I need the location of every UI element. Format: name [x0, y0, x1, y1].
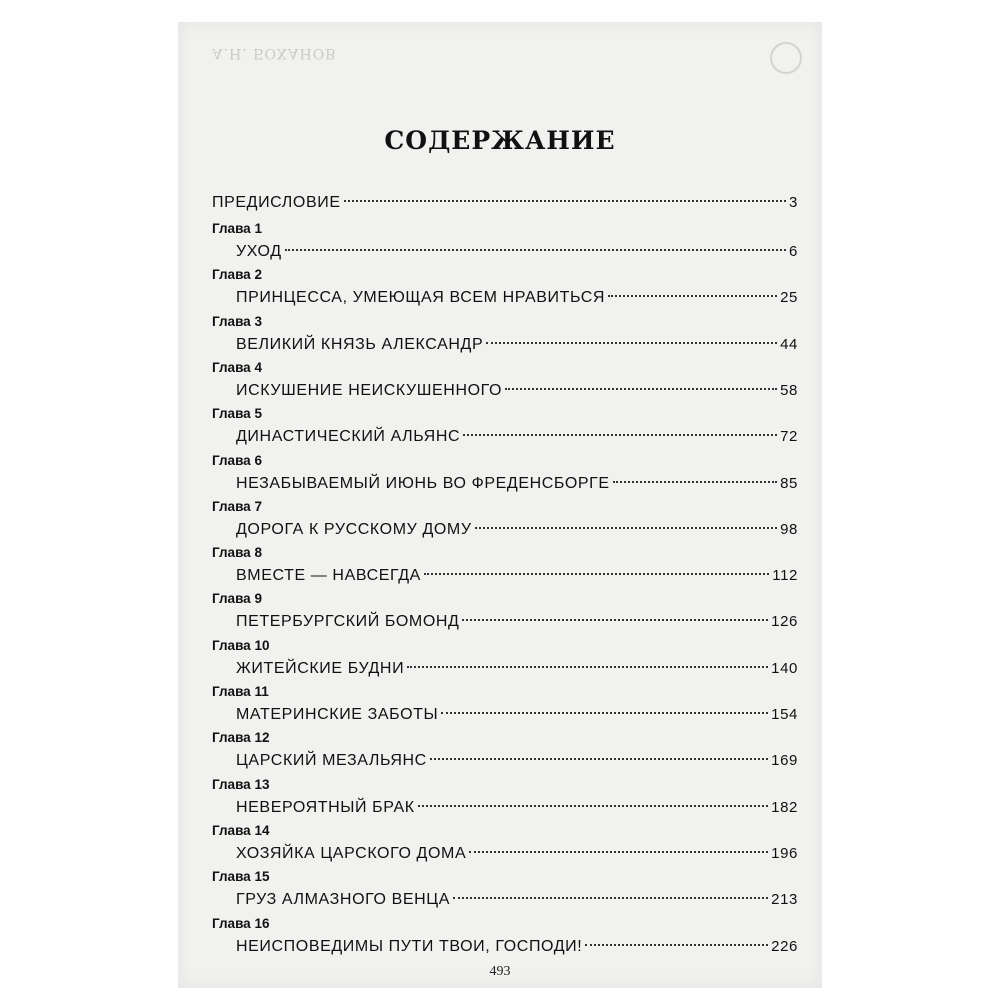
- chapter-title: ГРУЗ АЛМАЗНОГО ВЕНЦА: [236, 891, 450, 909]
- chapter-title: ХОЗЯЙКА ЦАРСКОГО ДОМА: [236, 844, 467, 862]
- toc-row: [212, 238, 798, 266]
- toc-row: [212, 655, 798, 683]
- toc-entry-chapter: [212, 683, 798, 729]
- toc-row: [212, 840, 798, 868]
- dot-leader: [418, 805, 769, 807]
- dot-leader: [430, 758, 768, 760]
- bleed-through-logo-icon: [770, 42, 802, 74]
- chapter-label: Глава 13: [212, 776, 270, 792]
- dot-leader: [453, 897, 768, 899]
- chapter-page: 196: [771, 844, 798, 862]
- chapter-title: МАТЕРИНСКИЕ ЗАБОТЫ: [236, 706, 439, 723]
- chapter-page: 85: [780, 474, 798, 492]
- dot-leader: [613, 481, 777, 483]
- toc-entry-chapter: [212, 452, 798, 498]
- chapter-label: Глава 10: [212, 637, 270, 653]
- toc-row: [212, 701, 798, 729]
- chapter-page: 72: [780, 428, 798, 446]
- toc-row: [212, 331, 798, 359]
- toc-row: [212, 423, 798, 451]
- chapter-page: 226: [771, 937, 798, 955]
- chapter-page: 169: [771, 752, 798, 770]
- book-page: [178, 22, 822, 988]
- chapter-page: 182: [771, 798, 798, 816]
- chapter-page: 213: [771, 891, 798, 909]
- toc-row: [212, 470, 798, 498]
- toc-row: [212, 747, 798, 775]
- toc-entry-chapter: [212, 266, 798, 312]
- chapter-title: НЕЗАБЫВАЕМЫЙ ИЮНЬ ВО ФРЕДЕНСБОРГЕ: [236, 474, 610, 492]
- toc-entry-chapter: [212, 498, 798, 544]
- toc-row: [212, 284, 798, 312]
- dot-leader: [285, 249, 786, 251]
- chapter-page: 44: [780, 335, 798, 353]
- chapter-page: 58: [780, 381, 798, 399]
- entry-page: 3: [789, 194, 798, 211]
- chapter-title: ПЕТЕРБУРГСКИЙ БОМОНД: [236, 613, 460, 631]
- chapter-label: Глава 2: [212, 267, 262, 283]
- chapter-title: НЕИСПОВЕДИМЫ ПУТИ ТВОИ, ГОСПОДИ!: [236, 937, 583, 955]
- dot-leader: [505, 388, 777, 390]
- chapter-page: 154: [771, 706, 798, 723]
- dot-leader: [462, 619, 768, 621]
- chapter-title: ЖИТЕЙСКИЕ БУДНИ: [236, 659, 405, 677]
- chapter-label: Глава 5: [212, 406, 262, 422]
- toc-entry-chapter: [212, 405, 798, 451]
- toc-entry-chapter: [212, 313, 798, 359]
- chapter-title: ПРИНЦЕССА, УМЕЮЩАЯ ВСЕМ НРАВИТЬСЯ: [236, 289, 606, 307]
- chapter-label: Глава 7: [212, 498, 262, 514]
- page-number: 493: [489, 964, 511, 979]
- toc-entry-chapter: [212, 729, 798, 775]
- chapter-title: НЕВЕРОЯТНЫЙ БРАК: [236, 798, 415, 816]
- chapter-label: Глава 15: [212, 869, 270, 885]
- chapter-label: Глава 16: [212, 915, 270, 931]
- toc-entry-chapter: [212, 822, 798, 868]
- bleed-through-header: А.Н. БОХАНОВ: [212, 45, 337, 61]
- chapter-title: ИСКУШЕНИЕ НЕИСКУШЕННОГО: [236, 381, 503, 399]
- chapter-page: 98: [780, 520, 798, 538]
- chapter-label: Глава 6: [212, 452, 262, 468]
- dot-leader: [463, 434, 777, 436]
- chapter-label: Глава 11: [212, 684, 269, 699]
- toc-row: [212, 377, 798, 405]
- chapter-page: 6: [789, 243, 798, 260]
- toc-entry-chapter: [212, 220, 798, 266]
- entry-title: ПРЕДИСЛОВИЕ: [212, 194, 341, 211]
- toc-entry-chapter: [212, 637, 798, 683]
- toc-row: [212, 562, 798, 590]
- dot-leader: [441, 712, 768, 714]
- toc-row: [212, 189, 798, 217]
- toc-entry-chapter: [212, 776, 798, 822]
- chapter-title: ДОРОГА К РУССКОМУ ДОМУ: [236, 520, 472, 538]
- chapter-label: Глава 8: [212, 545, 262, 561]
- toc-entry-chapter: [212, 590, 798, 636]
- chapter-page: 126: [771, 613, 798, 631]
- dot-leader: [475, 527, 777, 529]
- chapter-page: 25: [780, 289, 798, 307]
- toc-row: [212, 608, 798, 636]
- toc-entry-chapter: [212, 915, 798, 961]
- toc-entry-chapter: [212, 868, 798, 914]
- chapter-label: Глава 3: [212, 313, 262, 329]
- dot-leader: [585, 944, 768, 946]
- toc-row: [212, 886, 798, 914]
- chapter-label: Глава 4: [212, 359, 262, 375]
- chapter-title: ВМЕСТЕ — НАВСЕГДА: [236, 567, 421, 585]
- toc-row: [212, 794, 798, 822]
- dot-leader: [469, 851, 768, 853]
- toc-entry-preface: [212, 189, 798, 217]
- chapter-label: Глава 12: [212, 730, 270, 746]
- chapter-label: Глава 1: [212, 221, 262, 236]
- dot-leader: [344, 200, 786, 202]
- dot-leader: [407, 666, 768, 668]
- chapter-title: ДИНАСТИЧЕСКИЙ АЛЬЯНС: [236, 428, 461, 446]
- chapter-label: Глава 14: [212, 822, 270, 838]
- chapter-title: ЦАРСКИЙ МЕЗАЛЬЯНС: [236, 752, 427, 770]
- dot-leader: [424, 573, 769, 575]
- dot-leader: [608, 295, 777, 297]
- chapter-page: 140: [771, 659, 798, 677]
- toc-entry-chapter: [212, 544, 798, 590]
- dot-leader: [486, 342, 777, 344]
- toc-row: [212, 933, 798, 961]
- toc-row: [212, 516, 798, 544]
- toc-title: СОДЕРЖАНИЕ: [384, 126, 616, 155]
- chapter-title: ВЕЛИКИЙ КНЯЗЬ АЛЕКСАНДР: [236, 335, 484, 353]
- chapter-page: 112: [772, 567, 798, 585]
- chapter-label: Глава 9: [212, 591, 262, 607]
- chapter-title: УХОД: [236, 243, 282, 260]
- toc-entry-chapter: [212, 359, 798, 405]
